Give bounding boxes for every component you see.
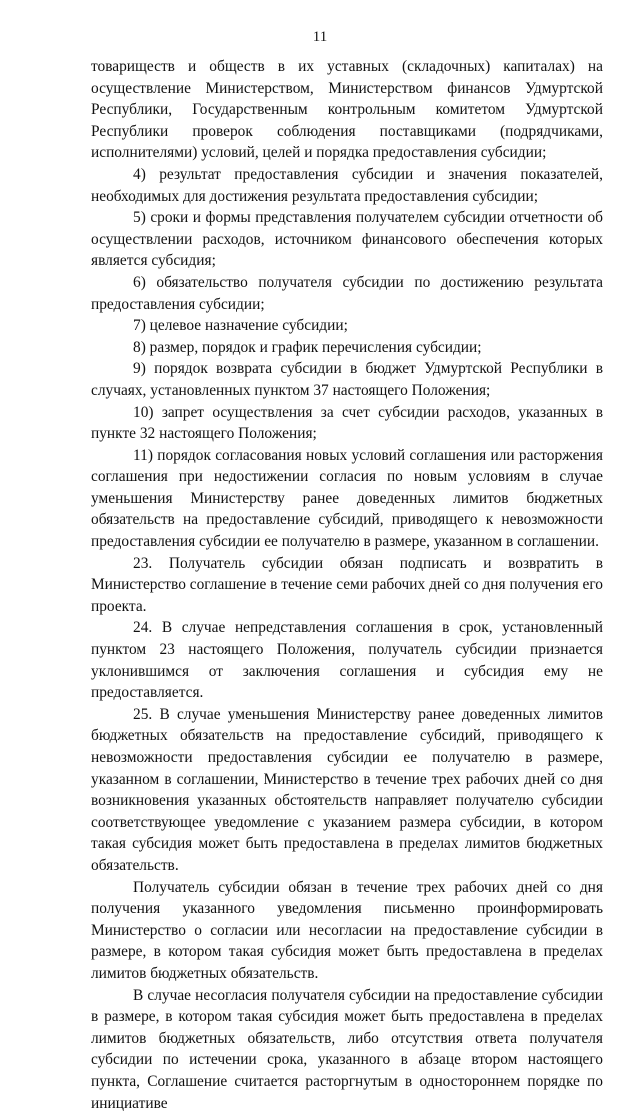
paragraph: 24. В случае непредставления соглашения в срок, установленный пунктом 23 настоящего Положения, получатель субсидии признается уклонившимся от заключения соглашения и субсидия ему не предоставляется. xyxy=(91,619,603,702)
paragraph: 4) результат предоставления субсидии и значения показателей, необходимых для достижения результата предоставления субсидии; xyxy=(91,165,603,205)
paragraph: 10) запрет осуществления за счет субсидии расходов, указанных в пункте 32 настоящего Положения; xyxy=(91,403,603,443)
document-body xyxy=(91,56,603,1114)
paragraph: 25. В случае уменьшения Министерству ранее доведенных лимитов бюджетных обязательств на предоставление субсидий, приводящего к невозможности предоставления субсидии ее получателю в размере, указанном в соглашении, Министерство в течение трех рабочих дней со дня возникновения указанных обстоятельств направляет получателю субсидии соответствующее уведомление с указанием размера субсидии, в котором такая субсидия может быть предоставлена в пределах лимитов бюджетных обязательств. xyxy=(91,705,603,874)
paragraph: 8) размер, порядок и график перечисления субсидии; xyxy=(133,338,482,356)
paragraph: 9) порядок возврата субсидии в бюджет Удмуртской Республики в случаях, установленных пунктом 37 настоящего Положения; xyxy=(91,360,603,399)
paragraph: 23. Получатель субсидии обязан подписать и возвратить в Министерство соглашение в течение семи рабочих дней со дня получения его проекта. xyxy=(91,554,603,615)
paragraph: В случае несогласия получателя субсидии на предоставление субсидии в размере, в котором такая субсидия может быть предоставлена в пределах лимитов бюджетных обязательств, либо отсутствия ответа получателя субсидии по истечении срока, указанного в абзаце втором настоящего пункта, Соглашение считается расторгнутым в одностороннем порядке по инициативе xyxy=(91,986,603,1112)
paragraph: товариществ и обществ в их уставных (складочных) капиталах) на осуществление Министерством, Министерством финансов Удмуртской Республики, Государственным контрольным комитетом Удмуртской Республики проверок соблюдения поставщиками (подрядчиками, исполнителями) условий, целей и порядка предоставления субсидии; xyxy=(91,58,603,162)
paragraph: 7) целевое назначение субсидии; xyxy=(133,317,348,335)
paragraph: 11) порядок согласования новых условий соглашения или расторжения соглашения при недостижении согласия по новым условиям в случае уменьшения Министерству ранее доведенных лимитов бюджетных обязательств на предоставление субсидий, приводящего к невозможности предоставления субсидии ее получателю в размере, указанном в соглашении. xyxy=(91,446,603,551)
page-number: 11 xyxy=(312,29,328,45)
paragraph: 6) обязательство получателя субсидии по достижению результата предоставления субсидии; xyxy=(91,273,603,313)
paragraph: Получатель субсидии обязан в течение трех рабочих дней со дня получения указанного уведомления письменно проинформировать Министерство о согласии или несогласии на предоставление субсидии в размере, в котором такая субсидия может быть предоставлена в пределах лимитов бюджетных обязательств. xyxy=(91,878,603,982)
paragraph: 5) сроки и формы представления получателем субсидии отчетности об осуществлении расходов, источником финансового обеспечения которых является субсидия; xyxy=(91,209,603,270)
